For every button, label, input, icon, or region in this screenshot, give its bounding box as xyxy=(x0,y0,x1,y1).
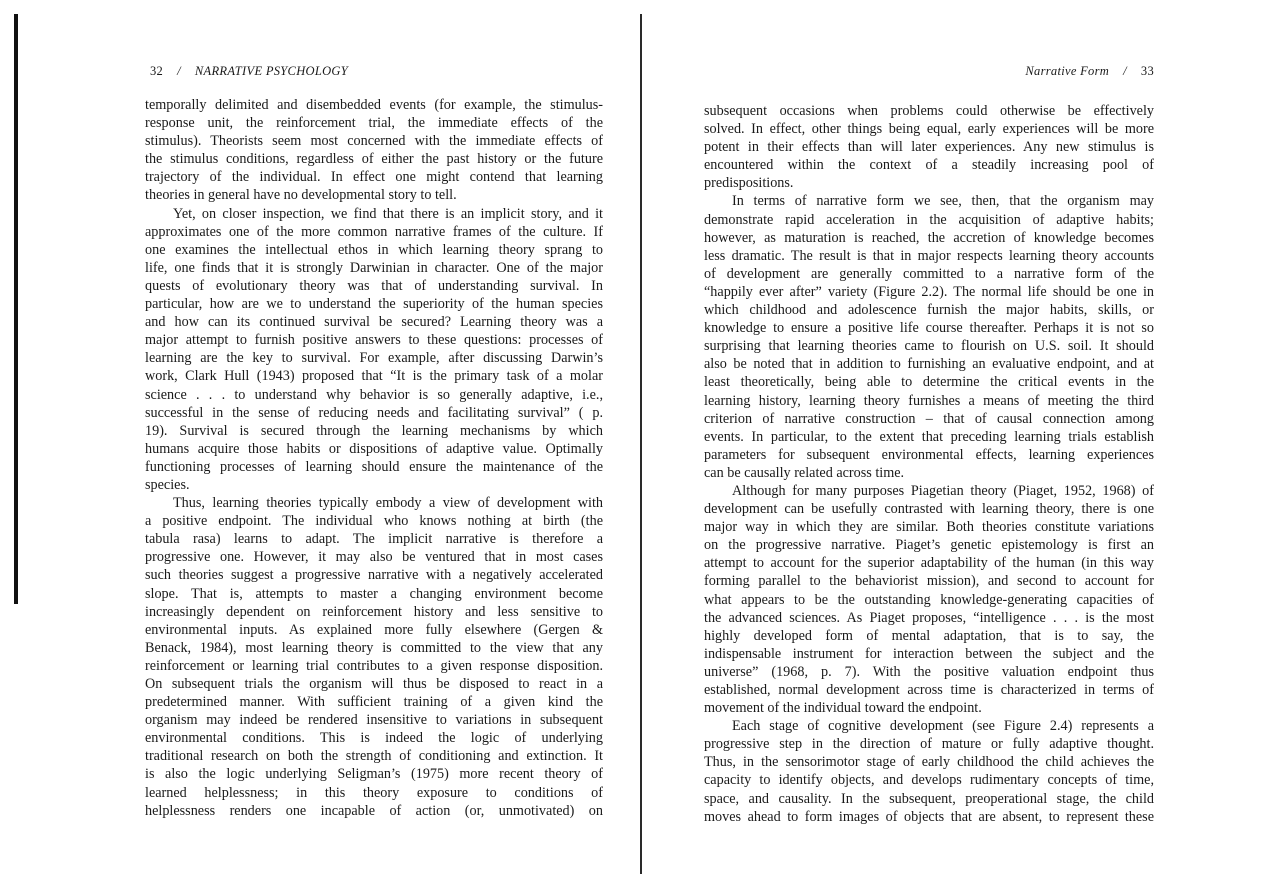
text-line: species. xyxy=(145,476,190,493)
right-page-number: 33 xyxy=(1140,64,1154,78)
text-line: however, as maturation is reached, the accretion of knowledge becomes xyxy=(704,229,1154,246)
text-line: universe” (1968, p. 7). With the positive valuation endpoint thus xyxy=(704,663,1154,680)
text-line: development can be usefully contrasted with learning theory, there is one xyxy=(704,501,1154,518)
text-line: attempt to account for the superior adaptability of the human (in this way xyxy=(704,555,1154,572)
text-line: events. In particular, to the extent that preceding learning trials establish xyxy=(704,428,1154,445)
text-line: solved. In effect, other things being equal, early experiences will be more xyxy=(704,121,1154,138)
text-line: slope. That is, attempts to master a changing environment become xyxy=(145,585,603,602)
text-line: learned helplessness; in this theory exposure to conditions of xyxy=(145,784,603,801)
text-line: On subsequent trials the organism will thus be disposed to react in a xyxy=(145,676,603,692)
right-body-text xyxy=(704,102,1154,826)
text-line: 19). Survival is secured through the learning mechanisms by which xyxy=(145,422,603,439)
text-line: predispositions. xyxy=(704,175,794,192)
text-line: such theories suggest a progressive narrative with a negatively accelerated xyxy=(145,567,603,584)
page-gutter xyxy=(640,14,642,874)
text-line: demonstrate rapid acceleration in the acquisition of adaptive habits; xyxy=(704,211,1154,228)
text-line: potent in their effects than will later experiences. Any new stimulus is xyxy=(704,139,1154,156)
text-line: approximates one of the more common narrative frames of the culture. If xyxy=(145,223,603,240)
text-line: trajectory of the individual. In effect one might contend that learning xyxy=(145,169,603,186)
text-line: knowledge to ensure a positive life course thereafter. Perhaps it is not so xyxy=(704,320,1154,337)
text-line: movement of the individual toward the endpoint. xyxy=(704,700,982,717)
text-line: progressive one. However, it may also be ventured that in most cases xyxy=(145,549,603,566)
right-running-title: Narrative Form xyxy=(1025,64,1110,78)
text-line: indispensable instrument for interaction between the subject and the xyxy=(704,645,1154,662)
text-line: reinforcement or learning trial contributes to a given response disposition. xyxy=(145,657,603,674)
text-line: moves ahead to form images of objects that are absent, to represent these xyxy=(704,808,1154,825)
text-line: less dramatic. The result is that in major respects learning theory accounts xyxy=(704,247,1154,264)
text-line: quests of evolutionary theory was that of understanding survival. In xyxy=(145,277,603,294)
text-line: tabula rasa) learns to adapt. The implicit narrative is therefore a xyxy=(145,531,603,548)
text-line: traditional research on both the strength of conditioning and extinction. It xyxy=(145,748,603,765)
text-line: encountered within the context of a steadily increasing pool of xyxy=(704,157,1154,174)
text-line: and how can its continued survival be secured? Learning theory was a xyxy=(145,314,603,331)
text-line: criterion of narrative construction – that of causal connection among xyxy=(704,410,1154,427)
text-line: “happily ever after” variety (Figure 2.2). The normal life should be one in xyxy=(704,283,1154,300)
text-line: established, normal development across time is characterized in terms of xyxy=(704,682,1154,698)
text-line: progressive step in the direction of mature or fully adaptive thought. xyxy=(704,736,1154,753)
text-line: capacity to identify objects, and develops rudimentary concepts of time, xyxy=(704,772,1154,789)
text-line: subsequent occasions when problems could otherwise be effectively xyxy=(704,103,1154,119)
text-line: environmental inputs. As explained more fully elsewhere (Gergen & xyxy=(145,621,603,638)
left-head-separator: / xyxy=(177,64,181,78)
text-line: the stimulus conditions, regardless of either the past history or the future xyxy=(145,151,603,168)
text-line: theories in general have no developmental story to tell. xyxy=(145,187,457,204)
right-head-separator: / xyxy=(1123,64,1127,78)
text-line: space, and causality. In the subsequent, preoperational stage, the child xyxy=(704,790,1154,807)
text-line: Although for many purposes Piagetian theory (Piaget, 1952, 1968) of xyxy=(732,482,1154,499)
text-line: parameters for subsequent environmental effects, learning experiences xyxy=(704,446,1154,463)
left-running-title: NARRATIVE PSYCHOLOGY xyxy=(194,64,349,78)
left-page-number: 32 xyxy=(150,64,164,78)
text-line: predetermined manner. With sufficient training of a given kind the xyxy=(145,694,603,711)
text-line: major way in which they are similar. Both theories constitute variations xyxy=(704,519,1154,536)
text-line: what appears to be the outstanding knowledge-generating capacities of xyxy=(704,591,1154,608)
text-line: Thus, learning theories typically embody a view of development with xyxy=(173,495,603,512)
text-line: which childhood and adolescence furnish the major habits, skills, or xyxy=(704,302,1154,319)
text-line: stimulus). Theorists seem most concerned with the immediate effects of xyxy=(145,133,603,150)
text-line: successful in the sense of reducing needs and facilitating survival” ( p. xyxy=(145,404,603,421)
text-line: helplessness renders one incapable of action (or, unmotivated) on xyxy=(145,802,603,819)
left-body-text xyxy=(145,96,603,820)
text-line: In terms of narrative form we see, then, that the organism may xyxy=(732,193,1154,210)
text-line: response unit, the reinforcement trial, the immediate effects of the xyxy=(145,115,603,132)
text-line: Benack, 1984), most learning theory is committed to the view that any xyxy=(145,639,603,656)
text-line: particular, how are we to understand the superiority of the human species xyxy=(145,296,603,313)
text-line: least theoretically, being able to determine the critical events in the xyxy=(704,374,1154,391)
text-line: learning history, learning theory furnishes a means of meeting the third xyxy=(704,392,1154,409)
text-line: forming parallel to the behaviorist mission), and second to account for xyxy=(704,573,1154,590)
text-line: one examines the intellectual ethos in which learning theory sprang to xyxy=(145,241,603,258)
text-line: surprising that learning theories came to flourish on U.S. soil. It should xyxy=(704,338,1154,355)
text-line: learning are the key to survival. For example, after discussing Darwin’s xyxy=(145,350,603,367)
text-line: Each stage of cognitive development (see Figure 2.4) represents a xyxy=(732,718,1154,735)
text-line: humans acquire those habits or dispositions of adaptive value. Optimally xyxy=(145,440,603,457)
text-line: Thus, in the sensorimotor stage of early childhood the child achieves the xyxy=(704,754,1154,771)
text-line: the advanced sciences. As Piaget proposes, “intelligence . . . is the most xyxy=(704,609,1154,626)
text-line: can be causally related across time. xyxy=(704,464,905,481)
text-line: major attempt to furnish positive answers to these questions: processes of xyxy=(145,332,603,349)
text-line: organism may indeed be rendered insensitive to variations in subsequent xyxy=(145,712,603,729)
text-line: also be noted that in addition to furnishing an evaluative endpoint, and at xyxy=(704,356,1154,373)
text-line: on the progressive narrative. Piaget’s genetic epistemology is first an xyxy=(704,537,1154,554)
text-line: increasingly dependent on reinforcement history and less sensitive to xyxy=(145,603,603,620)
text-line: highly developed form of mental adaptation, that is to say, the xyxy=(704,627,1154,644)
text-line: work, Clark Hull (1943) proposed that “It is the primary task of a molar xyxy=(145,368,603,385)
text-line: science . . . to understand why behavior is so generally adaptive, i.e., xyxy=(145,386,603,403)
text-line: a positive endpoint. The individual who knows nothing at birth (the xyxy=(145,513,603,530)
scan-binding-edge xyxy=(14,14,18,604)
text-line: environmental conditions. This is indeed the logic of underlying xyxy=(145,730,603,747)
text-line: temporally delimited and disembedded events (for example, the stimulus- xyxy=(145,97,603,113)
right-running-head xyxy=(1025,64,1154,79)
text-line: life, one finds that it is strongly Darwinian in character. One of the major xyxy=(145,259,603,276)
text-line: of development are generally committed to a narrative form of the xyxy=(704,265,1154,282)
text-line: Yet, on closer inspection, we find that there is an implicit story, and it xyxy=(173,205,603,222)
text-line: is also the logic underlying Seligman’s (1975) more recent theory of xyxy=(145,766,603,783)
left-running-head xyxy=(150,64,348,79)
text-line: functioning processes of learning should ensure the maintenance of the xyxy=(145,458,603,475)
